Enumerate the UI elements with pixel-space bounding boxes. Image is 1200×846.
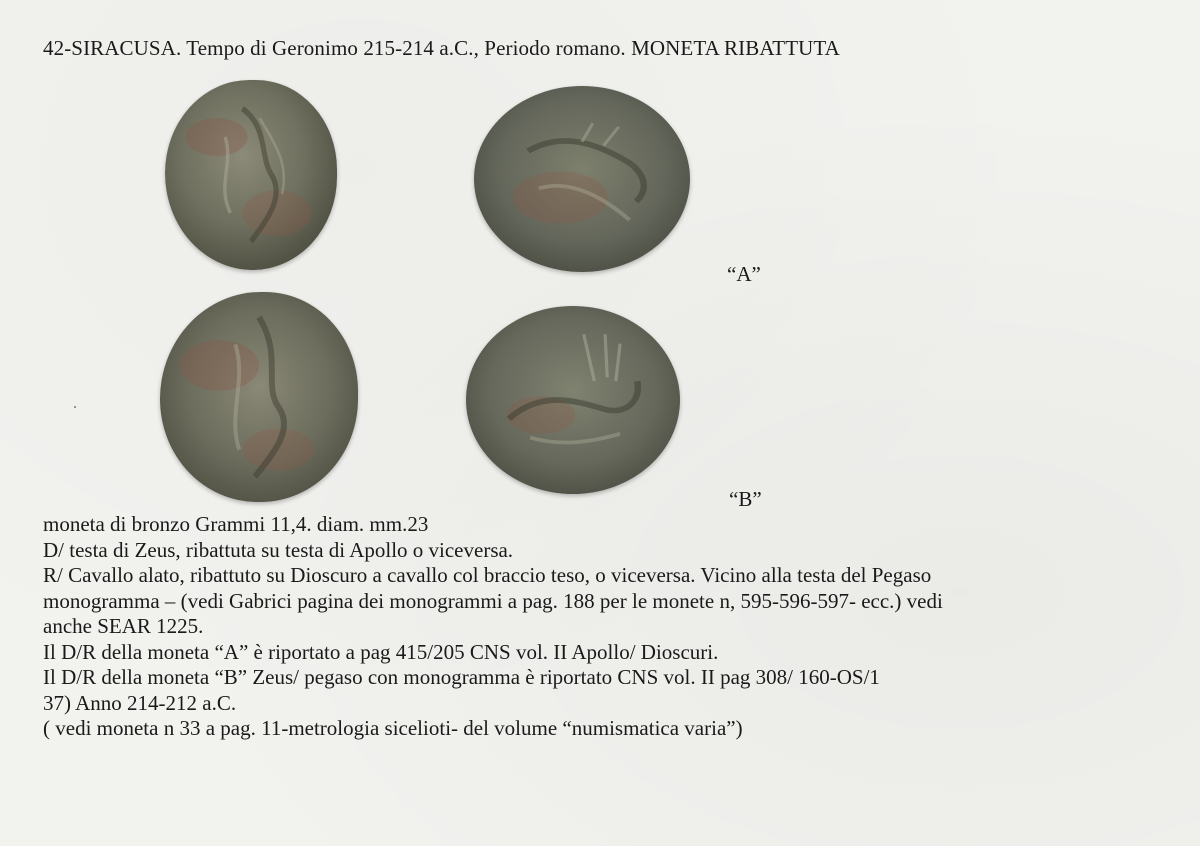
coin-a-label: “A” bbox=[727, 262, 761, 286]
description-line: monogramma – (vedi Gabrici pagina dei monogrammi a pag. 188 per le monete n, 595-596-597- ecc.) vedi bbox=[43, 588, 943, 613]
page-title: 42-SIRACUSA. Tempo di Geronimo 215-214 a.C., Periodo romano. MONETA RIBATTUTA bbox=[43, 36, 840, 60]
scan-speck bbox=[74, 406, 76, 408]
description-line: moneta di bronzo Grammi 11,4. diam. mm.23 bbox=[43, 512, 429, 536]
description-line: 37) Anno 214-212 a.C. bbox=[43, 690, 237, 715]
coin-a-obverse-image bbox=[165, 80, 337, 270]
coin-b-label: “B” bbox=[729, 487, 762, 511]
description-text bbox=[43, 512, 1193, 742]
coin-b-obverse-image bbox=[160, 292, 358, 502]
coin-b-reverse-image bbox=[466, 306, 680, 494]
coin-a-reverse-image bbox=[474, 86, 690, 272]
description-line: Il D/R della moneta “B” Zeus/ pegaso con monogramma è riportato CNS vol. II pag 308/ 160-OS/1 bbox=[43, 665, 880, 689]
description-line: ( vedi moneta n 33 a pag. 11-metrologia sicelioti- del volume “numismatica varia”) bbox=[43, 716, 743, 740]
description-line: D/ testa di Zeus, ribattuta su testa di Apollo o viceversa. bbox=[43, 537, 514, 562]
description-line: anche SEAR 1225. bbox=[43, 614, 204, 638]
description-line: Il D/R della moneta “A” è riportato a pag 415/205 CNS vol. II Apollo/ Dioscuri. bbox=[43, 639, 719, 664]
description-line: R/ Cavallo alato, ribattuto su Dioscuro a cavallo col braccio teso, o viceversa. Vicino alla testa del Pegaso bbox=[43, 563, 932, 587]
